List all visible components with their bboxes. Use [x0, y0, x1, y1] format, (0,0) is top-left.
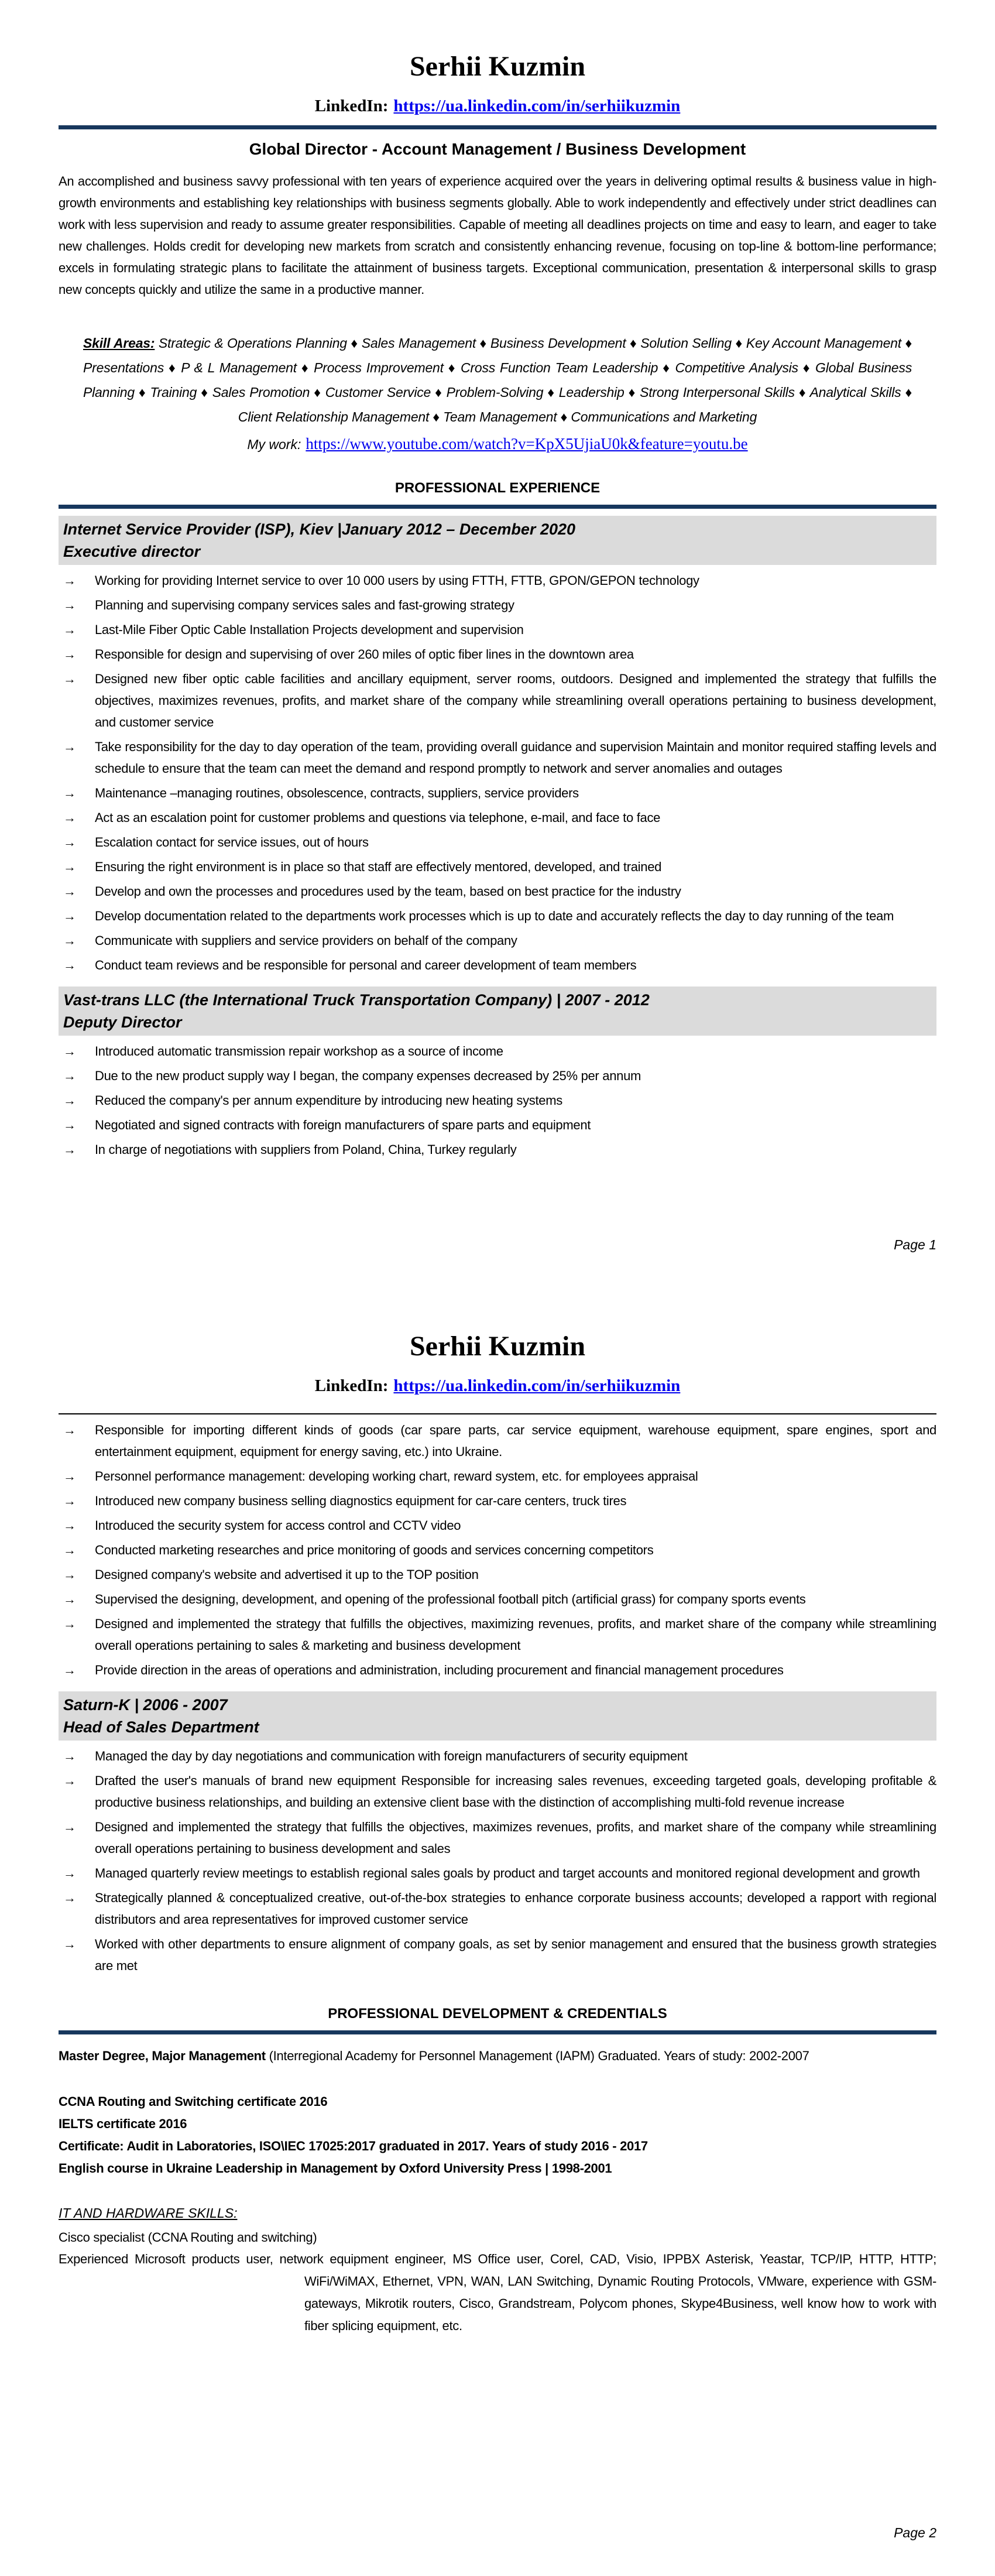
page-1-content	[59, 0, 936, 1160]
job-bullets-vast-trans	[59, 1040, 936, 1160]
bullet-text: Due to the new product supply way I began, the company expenses decreased by 25% per annum	[95, 1068, 641, 1083]
bullet-item	[59, 594, 936, 616]
arrow-bullet-icon: →	[63, 1773, 76, 1788]
arrow-bullet-icon: →	[63, 1567, 76, 1582]
arrow-bullet-icon: →	[63, 835, 76, 849]
bullet-item	[59, 954, 936, 976]
bullet-text: Drafted the user's manuals of brand new equipment Responsible for increasing sales revenues, exceeding targeted goals, developing profitable & productive business relationships, and building an extensive client base with the distinction of accomplishing multi-fold revenue increase	[95, 1773, 936, 1810]
bullet-text: Reduced the company's per annum expenditure by introducing new heating systems	[95, 1093, 562, 1108]
bullet-item	[59, 1090, 936, 1111]
credentials-heading: PROFESSIONAL DEVELOPMENT & CREDENTIALS	[328, 2006, 667, 2022]
candidate-name: Serhii Kuzmin	[409, 1331, 586, 1362]
job-header-isp	[59, 516, 936, 565]
bullet-item	[59, 1588, 936, 1610]
my-work-label: My work:	[247, 437, 301, 452]
job-header-vast-trans	[59, 986, 936, 1036]
bullet-item	[59, 856, 936, 878]
education-degree: Master Degree, Major Management	[59, 2049, 266, 2063]
arrow-bullet-icon: →	[63, 647, 76, 662]
job-role: Executive director	[63, 543, 201, 560]
bullet-text: Worked with other departments to ensure alignment of company goals, as set by senior management and ensured that the business growth strategies are met	[95, 1937, 936, 1973]
bullet-item	[59, 1465, 936, 1487]
section-divider	[59, 505, 936, 509]
bullet-item	[59, 570, 936, 591]
arrow-bullet-icon: →	[63, 1820, 76, 1834]
certificate-item: IELTS certificate 2016	[59, 2116, 187, 2131]
job-role: Deputy Director	[63, 1013, 182, 1031]
bullet-item	[59, 831, 936, 853]
bullet-text: Develop and own the processes and procedures used by the team, based on best practice for the industry	[95, 884, 681, 899]
arrow-bullet-icon: →	[63, 598, 76, 612]
arrow-bullet-icon: →	[63, 1093, 76, 1108]
arrow-bullet-icon: →	[63, 1749, 76, 1763]
bullet-text: Managed quarterly review meetings to establish regional sales goals by product and target accounts and monitored regional development and growth	[95, 1866, 920, 1880]
bullet-text: Negotiated and signed contracts with foreign manufacturers of spare parts and equipment	[95, 1118, 591, 1132]
arrow-bullet-icon: →	[63, 958, 76, 972]
bullet-text: Maintenance –managing routines, obsolescence, contracts, suppliers, service providers	[95, 786, 579, 800]
bullet-text: Act as an escalation point for customer problems and questions via telephone, e-mail, and face to face	[95, 810, 661, 825]
bullet-text: Escalation contact for service issues, out of hours	[95, 835, 369, 849]
arrow-bullet-icon: →	[63, 1890, 76, 1905]
bullet-item	[59, 1490, 936, 1512]
bullet-text: Responsible for design and supervising of over 260 miles of optic fiber lines in the downtown area	[95, 647, 634, 662]
bullet-text: Provide direction in the areas of operations and administration, including procurement and financial management procedures	[95, 1663, 784, 1677]
bullet-item	[59, 1419, 936, 1462]
arrow-bullet-icon: →	[63, 1937, 76, 1951]
arrow-bullet-icon: →	[63, 1469, 76, 1484]
arrow-bullet-icon: →	[63, 1044, 76, 1059]
bullet-item	[59, 1065, 936, 1087]
certificates-list	[59, 2091, 936, 2180]
bullet-text: Supervised the designing, development, and opening of the professional football pitch (artificial grass) for company sports events	[95, 1592, 806, 1606]
bullet-text: Working for providing Internet service to over 10 000 users by using FTTH, FTTB, GPON/GEPON technology	[95, 573, 699, 588]
arrow-bullet-icon: →	[63, 786, 76, 800]
page-2-divider	[59, 1413, 936, 1414]
certificate-item: Certificate: Audit in Laboratories, ISO\IEC 17025:2017 graduated in 2017. Years of study 2016 - 2017	[59, 2139, 648, 2153]
arrow-bullet-icon: →	[63, 909, 76, 923]
bullet-item	[59, 782, 936, 804]
skill-areas-text: Strategic & Operations Planning ♦ Sales Management ♦ Business Development ♦ Solution Selling ♦ Key Account Management ♦ Presentations ♦ P & L Management ♦ Process Improvement ♦ Cross Function Team Leadership ♦ Competitive Analysis ♦ Global Business Planning ♦ Training ♦ Sales Promotion ♦ Customer Service ♦ Problem-Solving ♦ Leadership ♦ Strong Interpersonal Skills ♦ Analytical Skills ♦ Client Relationship Management ♦ Team Management ♦ Communications and Marketing	[83, 335, 912, 424]
job-bullets-isp	[59, 570, 936, 976]
summary-paragraph: An accomplished and business savvy professional with ten years of experience acquired over the years in delivering optimal results & business value in high-growth environments and establishing key relationships with business segments globally. Able to work independently and effectively under strict deadlines can work with less supervision and ready to assume greater responsibilities. Capable of meeting all deadlines projects on time and easy to learn, and eager to take new challenges. Holds credit for developing new markets from scratch and consistently enhancing revenue, focusing on top-line & bottom-line performance; excels in formulating strategic plans to facilitate the attainment of business targets. Exceptional communication, presentation & interpersonal skills to grasp new concepts quickly and utilize the same in a productive manner.	[59, 174, 936, 297]
bullet-item	[59, 1887, 936, 1930]
education-entry	[59, 2045, 936, 2067]
professional-experience-heading: PROFESSIONAL EXPERIENCE	[394, 480, 601, 496]
job-company: Vast-trans LLC (the International Truck Transportation Company) | 2007 - 2012	[63, 991, 650, 1009]
bullet-item	[59, 1816, 936, 1859]
bullet-item	[59, 1564, 936, 1585]
arrow-bullet-icon: →	[63, 810, 76, 825]
my-work-link[interactable]: https://www.youtube.com/watch?v=KpX5UjiaU0k&feature=youtu.be	[306, 435, 748, 453]
bullet-text: Designed and implemented the strategy that fulfills the objectives, maximizing revenues, profits, and market share of the company while streamlining overall operations pertaining to sales & marketing and business development	[95, 1616, 936, 1653]
bullet-item	[59, 1139, 936, 1160]
bullet-item	[59, 1862, 936, 1884]
bullet-text: Managed the day by day negotiations and communication with foreign manufacturers of security equipment	[95, 1749, 688, 1763]
skill-areas	[83, 331, 912, 429]
bullet-item	[59, 1539, 936, 1561]
page-2-content	[59, 1288, 936, 2337]
bullet-text: Conduct team reviews and be responsible for personal and career development of team members	[95, 958, 637, 972]
job-header-saturn-k	[59, 1691, 936, 1741]
arrow-bullet-icon: →	[63, 1592, 76, 1606]
bullet-text: Personnel performance management: developing working chart, reward system, etc. for employees appraisal	[95, 1469, 698, 1484]
linkedin-label: LinkedIn:	[314, 97, 389, 115]
linkedin-link[interactable]: https://ua.linkedin.com/in/serhiikuzmin	[393, 1376, 681, 1395]
page-number-2: Page 2	[894, 2525, 936, 2540]
bullet-text: Introduced the security system for access control and CCTV video	[95, 1518, 461, 1533]
bullet-text: Introduced automatic transmission repair workshop as a source of income	[95, 1044, 503, 1059]
job-bullets-saturn-k	[59, 1745, 936, 1976]
bullet-text: Responsible for importing different kinds of goods (car spare parts, car service equipment, warehouse equipment, spare engines, sport and entertainment equipment, equipment for energy saving, etc.) into Ukraine.	[95, 1423, 936, 1459]
bullet-item	[59, 1114, 936, 1136]
bullet-text: Develop documentation related to the departments work processes which is up to date and accurately reflects the day to day running of the team	[95, 909, 894, 923]
bullet-item	[59, 1040, 936, 1062]
page-number-1: Page 1	[894, 1237, 936, 1252]
job-company: Saturn-K | 2006 - 2007	[63, 1696, 228, 1714]
bullet-text: Designed company's website and advertised it up to the TOP position	[95, 1567, 479, 1582]
bullet-text: Ensuring the right environment is in place so that staff are effectively mentored, developed, and trained	[95, 859, 662, 874]
bullet-text: Strategically planned & conceptualized creative, out-of-the-box strategies to enhance corporate business accounts; developed a rapport with regional distributors and area representatives for improved customer service	[95, 1890, 936, 1927]
bullet-item	[59, 1745, 936, 1767]
bullet-item	[59, 1613, 936, 1656]
resume-page-2	[0, 1288, 995, 2576]
arrow-bullet-icon: →	[63, 1118, 76, 1132]
bullet-text: Designed new fiber optic cable facilities and ancillary equipment, server rooms, outdoors. Designed and implemented the strategy that fulfills the objectives, maximizes revenues, profits, and market share of the company while streamlining overall operations pertaining to business development, and customer service	[95, 672, 936, 729]
linkedin-line	[59, 96, 936, 116]
arrow-bullet-icon: →	[63, 1068, 76, 1083]
bullet-item	[59, 807, 936, 828]
it-skills-paragraph: Experienced Microsoft products user, network equipment engineer, MS Office user, Corel, CAD, Visio, IPPBX Asterisk, Yeastar, TCP/IP, HTTP, HTTP; WiFi/WiMAX, Ethernet, VPN, WAN, LAN Switching, Dynamic Routing Protocols, VMware, experience with GSM-gateways, Mikrotik routers, Cisco, Grandstream, Polycom phones, Skype4Business, well know how to work with fiber splicing equipment, etc.	[59, 2252, 936, 2333]
bullet-text: Planning and supervising company services sales and fast-growing strategy	[95, 598, 514, 612]
arrow-bullet-icon: →	[63, 1518, 76, 1533]
arrow-bullet-icon: →	[63, 1866, 76, 1880]
arrow-bullet-icon: →	[63, 1616, 76, 1631]
bullet-item	[59, 736, 936, 779]
arrow-bullet-icon: →	[63, 573, 76, 588]
bullet-item	[59, 668, 936, 733]
bullet-text: Take responsibility for the day to day operation of the team, providing overall guidance and supervision Maintain and monitor required staffing levels and schedule to ensure that the team can meet the demand and respond promptly to network and server anomalies and outages	[95, 739, 936, 776]
bullet-text: Conducted marketing researches and price monitoring of goods and services concerning competitors	[95, 1543, 654, 1557]
skill-areas-label: Skill Areas:	[83, 335, 155, 351]
bullet-text: In charge of negotiations with suppliers from Poland, China, Turkey regularly	[95, 1142, 517, 1157]
bullet-item	[59, 643, 936, 665]
certificate-item: CCNA Routing and Switching certificate 2016	[59, 2094, 328, 2109]
linkedin-line	[59, 1376, 936, 1396]
arrow-bullet-icon: →	[63, 884, 76, 899]
education-details: (Interregional Academy for Personnel Management (IAPM) Graduated. Years of study: 2002-2007	[265, 2049, 809, 2063]
headline: Global Director - Account Management / Business Development	[249, 140, 746, 158]
arrow-bullet-icon: →	[63, 1493, 76, 1508]
candidate-name: Serhii Kuzmin	[409, 51, 586, 82]
bullet-text: Communicate with suppliers and service providers on behalf of the company	[95, 933, 517, 948]
job-bullets-continued	[59, 1419, 936, 1681]
bullet-item	[59, 1515, 936, 1536]
linkedin-label: LinkedIn:	[314, 1376, 389, 1395]
bullet-item	[59, 1933, 936, 1976]
job-company: Internet Service Provider (ISP), Kiev |January 2012 – December 2020	[63, 520, 576, 538]
arrow-bullet-icon: →	[63, 933, 76, 948]
bullet-item	[59, 1770, 936, 1813]
arrow-bullet-icon: →	[63, 672, 76, 686]
bullet-item	[59, 1659, 936, 1681]
section-divider	[59, 2030, 936, 2034]
arrow-bullet-icon: →	[63, 1543, 76, 1557]
it-skills-heading	[59, 2203, 936, 2223]
bullet-text: Introduced new company business selling diagnostics equipment for car-care centers, truck tires	[95, 1493, 627, 1508]
bullet-item	[59, 881, 936, 902]
bullet-item	[59, 619, 936, 640]
it-skills-line: Cisco specialist (CCNA Routing and switching)	[59, 2230, 317, 2245]
arrow-bullet-icon: →	[63, 1142, 76, 1157]
arrow-bullet-icon: →	[63, 739, 76, 754]
job-role: Head of Sales Department	[63, 1718, 259, 1736]
linkedin-link[interactable]: https://ua.linkedin.com/in/serhiikuzmin	[393, 97, 681, 115]
certificate-item: English course in Ukraine Leadership in Management by Oxford University Press | 1998-2001	[59, 2161, 612, 2176]
bullet-item	[59, 905, 936, 927]
arrow-bullet-icon: →	[63, 622, 76, 637]
arrow-bullet-icon: →	[63, 1663, 76, 1677]
arrow-bullet-icon: →	[63, 1423, 76, 1437]
arrow-bullet-icon: →	[63, 859, 76, 874]
bullet-text: Last-Mile Fiber Optic Cable Installation Projects development and supervision	[95, 622, 524, 637]
header-divider	[59, 125, 936, 129]
bullet-item	[59, 930, 936, 951]
it-skills-heading-text: IT AND HARDWARE SKILLS:	[59, 2205, 238, 2221]
bullet-text: Designed and implemented the strategy that fulfills the objectives, maximizes revenues, profits, and market share of the company while streamlining overall operations pertaining to business development and sales	[95, 1820, 936, 1856]
my-work-line	[59, 434, 936, 454]
